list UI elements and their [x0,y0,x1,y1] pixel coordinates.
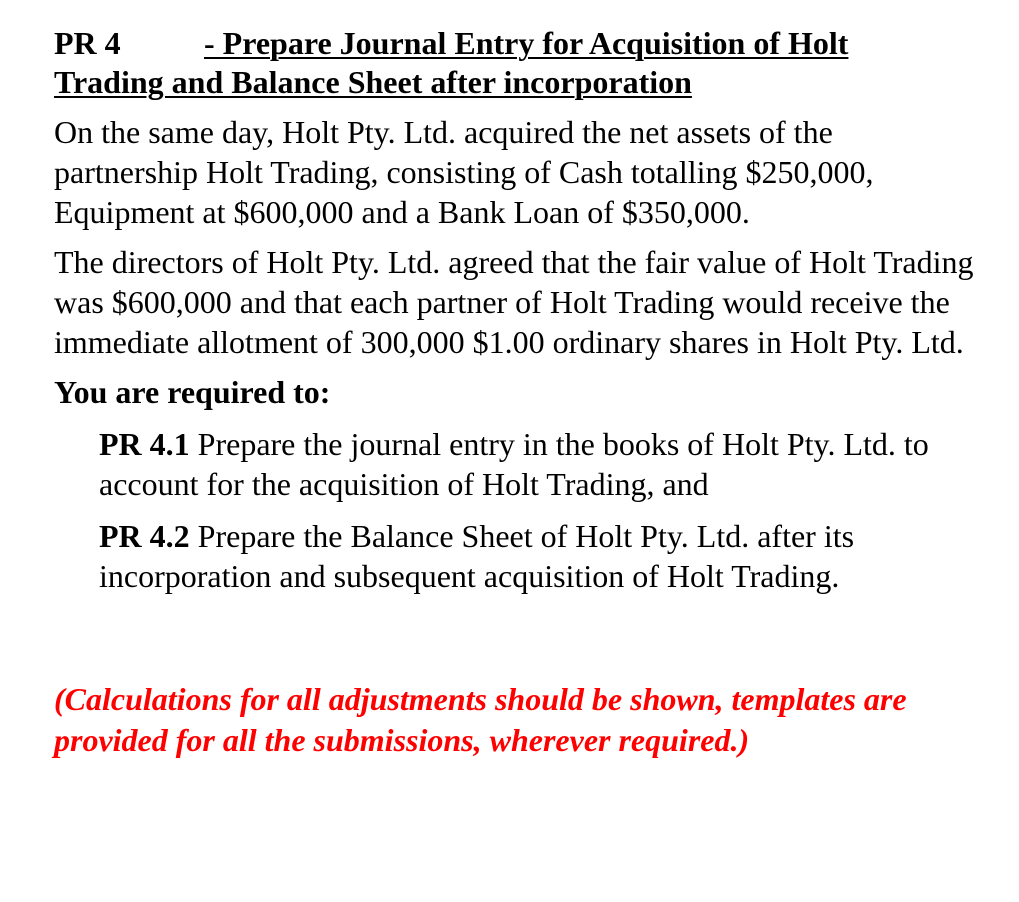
title-text-line2: Trading and Balance Sheet after incorporation [54,64,692,100]
calculation-note: (Calculations for all adjustments should be shown, templates are provided for all the submissions, wherever required.) [54,681,907,758]
title-text: - Prepare Journal Entry for Acquisition of Holt [204,25,849,61]
task-text: Prepare the Balance Sheet of Holt Pty. Ltd. after its incorporation and subsequent acquisition of Holt Trading. [99,518,855,594]
document-page [54,24,984,761]
task-item-4-2 [99,516,984,596]
task-number: PR 4.1 [99,426,190,462]
requirements-heading: You are required to: [54,374,331,410]
task-item-4-1 [99,424,984,504]
problem-code: PR 4 [54,25,121,61]
paragraph-fair-value: The directors of Holt Pty. Ltd. agreed that the fair value of Holt Trading was $600,000 and that each partner of Holt Trading would receive the immediate allotment of 300,000 $1.00 ordinary shares in Holt Pty. Ltd. [54,244,974,360]
task-number: PR 4.2 [99,518,190,554]
paragraph-acquisition: On the same day, Holt Pty. Ltd. acquired the net assets of the partnership Holt Trading, consisting of Cash totalling $250,000, Equipment at $600,000 and a Bank Loan of $350,000. [54,114,874,230]
page-title [54,24,984,102]
task-text: Prepare the journal entry in the books of Holt Pty. Ltd. to account for the acquisition of Holt Trading, and [99,426,929,502]
